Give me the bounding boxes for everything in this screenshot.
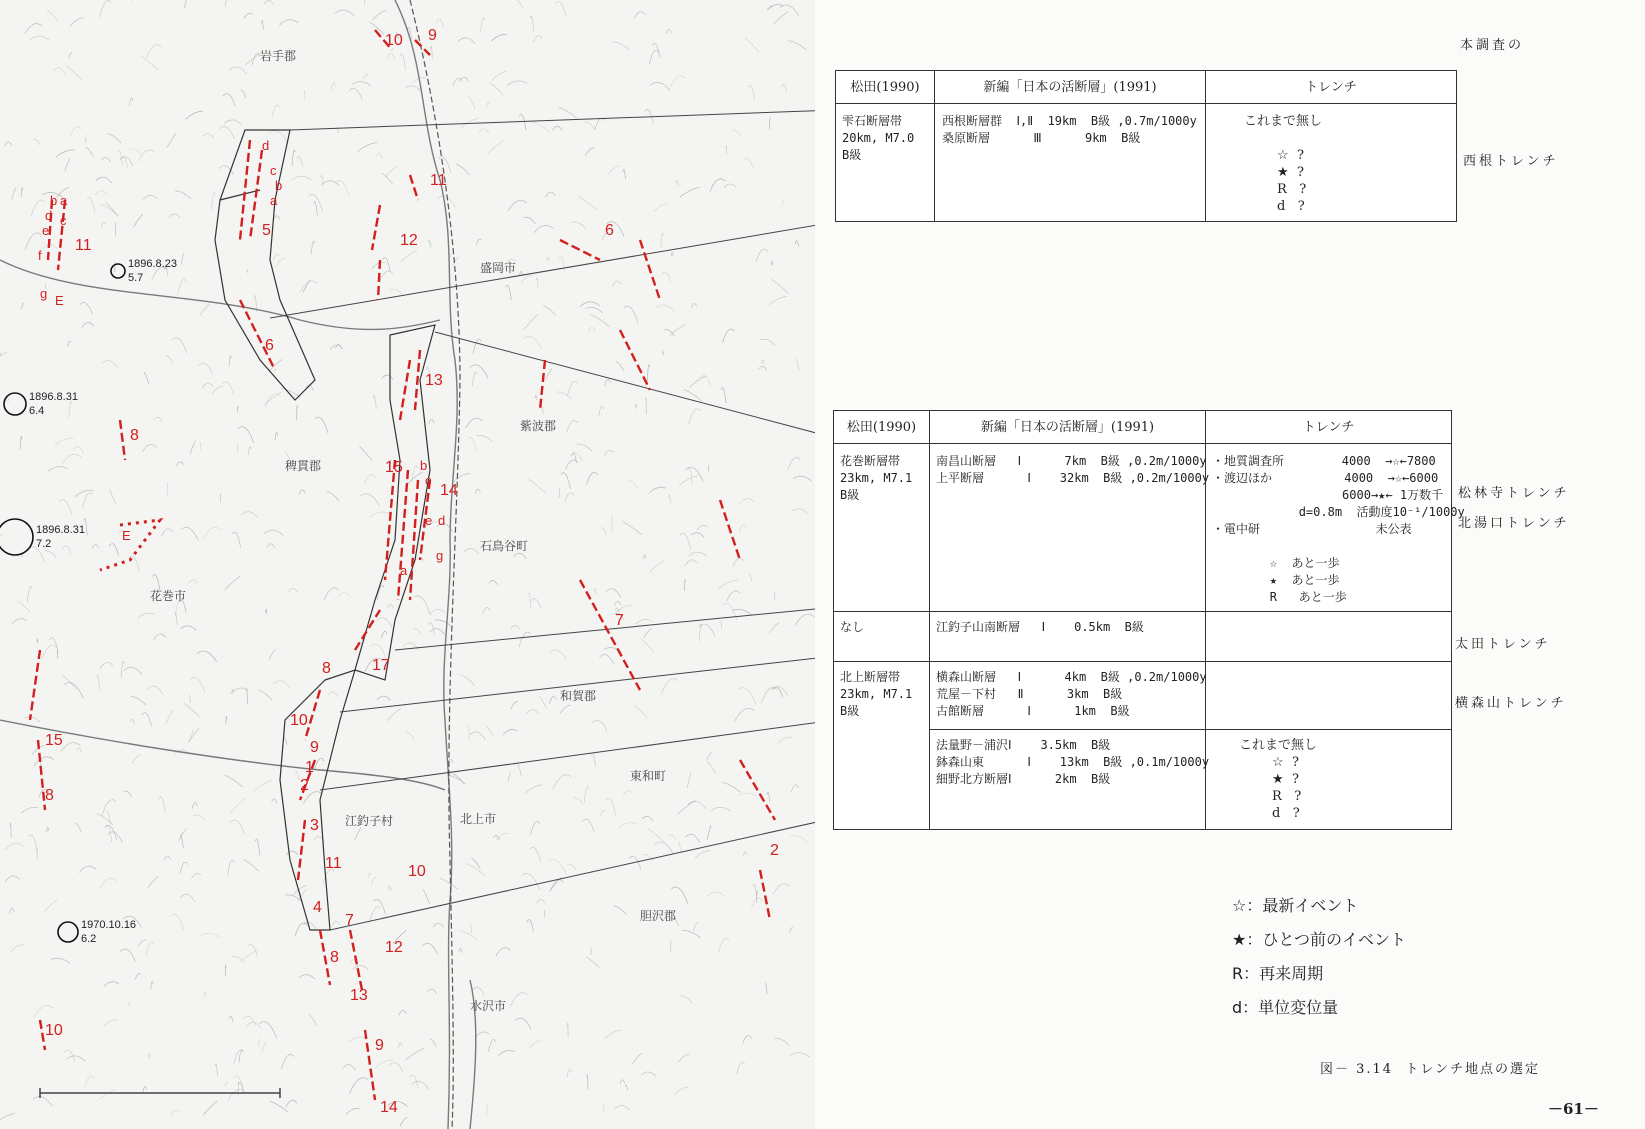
place-name: 和賀郡 bbox=[560, 689, 597, 703]
label-shorinji-trench: 松林寺トレンチ bbox=[1458, 486, 1570, 501]
fault-letter: b bbox=[50, 193, 58, 208]
fault-number: 9 bbox=[428, 27, 437, 44]
fault-letter: d bbox=[45, 208, 53, 223]
fault-number: 8 bbox=[130, 427, 139, 444]
label-nishine-trench: 西根トレンチ bbox=[1463, 154, 1559, 169]
fault-number: 10 bbox=[385, 32, 403, 49]
label-ota-trench: 太田トレンチ bbox=[1455, 637, 1551, 652]
fault-letter: d bbox=[262, 138, 270, 153]
table2-row3-katsudanso: 横森山断層 Ⅰ 4km B級 ,0.2m/1000y 荒屋－下村 Ⅱ 3km B級 古館断層 Ⅰ 1km B級 bbox=[936, 670, 1207, 718]
place-name: 岩手郡 bbox=[260, 49, 297, 63]
fault-number: 2 bbox=[770, 842, 779, 859]
table2-header-katsudanso: 新編「日本の活断層」(1991) bbox=[930, 411, 1205, 444]
quake-magnitude: 5.7 bbox=[128, 272, 144, 284]
legend-previous-event: ★：ひとつ前のイベント bbox=[1232, 930, 1407, 949]
quake-date: 1896.8.31 bbox=[36, 524, 85, 536]
fault-number: 3 bbox=[310, 817, 319, 834]
place-name: 胆沢郡 bbox=[640, 909, 677, 923]
place-name: 水沢市 bbox=[470, 999, 507, 1013]
place-name: 稗貫郡 bbox=[285, 459, 322, 473]
table1-matsuda-cell: 雫石断層帯 20km, M7.0 B級 bbox=[842, 114, 915, 162]
fault-letter: f bbox=[38, 248, 42, 263]
fault-number: 15 bbox=[385, 459, 403, 476]
quake-magnitude: 7.2 bbox=[36, 538, 52, 550]
fault-number: 11 bbox=[75, 237, 92, 254]
fault-number: 10 bbox=[45, 1022, 63, 1039]
fault-number: 11 bbox=[325, 855, 342, 872]
fault-number: 13 bbox=[350, 987, 368, 1004]
fault-number: 1 bbox=[305, 759, 314, 776]
fault-letter: e bbox=[425, 513, 433, 528]
table2-header-trench: トレンチ bbox=[1206, 411, 1451, 444]
quake-date: 1896.8.23 bbox=[128, 258, 177, 270]
legend-latest-event: ☆：最新イベント bbox=[1232, 896, 1359, 915]
fault-number: 10 bbox=[408, 863, 426, 880]
map-background bbox=[0, 0, 815, 1129]
fault-number: 14 bbox=[440, 482, 458, 499]
fault-number: 5 bbox=[262, 222, 271, 239]
fault-number: 9 bbox=[375, 1037, 384, 1054]
table1-header-trench: トレンチ bbox=[1206, 71, 1456, 104]
fault-number: 8 bbox=[45, 787, 54, 804]
fault-number: 12 bbox=[385, 939, 403, 956]
fault-letter: c bbox=[425, 473, 432, 488]
fault-letter: E bbox=[55, 293, 64, 308]
legend-recurrence: R：再来周期 bbox=[1232, 964, 1324, 983]
table1-trench-cell: これまで無し ☆ ? ★ ? R ? d ? bbox=[1244, 114, 1323, 214]
place-name: 紫波郡 bbox=[520, 419, 557, 433]
fault-number: 11 bbox=[430, 172, 447, 189]
fault-number: 2 bbox=[300, 777, 309, 794]
fault-letter: e bbox=[42, 223, 50, 238]
fault-letter: c bbox=[60, 213, 67, 228]
fault-number: 6 bbox=[265, 337, 274, 354]
quake-magnitude: 6.4 bbox=[29, 405, 45, 417]
table2-row2-katsudanso: 江釣子山南断層 Ⅰ 0.5km B級 bbox=[936, 620, 1144, 634]
fault-letter: a bbox=[400, 563, 408, 578]
fault-number: 7 bbox=[615, 612, 624, 629]
page-number: －61－ bbox=[1548, 1100, 1599, 1118]
table2-row1-trench: ・地質調査所 4000 →☆←7800 ・渡辺ほか 4000 →☆←6000 6000→★← 1万数千 d=0.8m 活動度10⁻¹/1000y ・電中研 未公表 ☆ あと一歩 ★ あと一歩 R あと一歩 bbox=[1212, 454, 1465, 604]
fault-number: 6 bbox=[605, 222, 614, 239]
fault-letter: a bbox=[270, 193, 278, 208]
place-name: 花巻市 bbox=[150, 589, 187, 603]
table-hanamaki-kitakami bbox=[833, 410, 1465, 830]
quake-date: 1970.10.16 bbox=[81, 919, 137, 931]
fault-number: 4 bbox=[313, 899, 322, 916]
fault-number: 15 bbox=[45, 732, 63, 749]
fault-letter: a bbox=[60, 193, 68, 208]
fault-number: 8 bbox=[330, 949, 339, 966]
label-yokomoriyama-trench: 横森山トレンチ bbox=[1455, 696, 1567, 711]
fault-letter: g bbox=[436, 548, 444, 563]
fault-letter: b bbox=[420, 458, 428, 473]
figure-caption: 図－ 3.14 トレンチ地点の選定 bbox=[1320, 1062, 1541, 1077]
legend-unit-displacement: d：単位変位量 bbox=[1232, 998, 1339, 1017]
fault-number: 13 bbox=[425, 372, 443, 389]
fault-map bbox=[0, 0, 815, 1129]
fault-letter: g bbox=[40, 286, 48, 301]
table1-katsudanso-cell: 西根断層群 Ⅰ,Ⅱ 19km B級 ,0.7m/1000y 桑原断層 Ⅲ 9km B級 bbox=[942, 114, 1197, 145]
place-name: 石鳥谷町 bbox=[480, 539, 529, 553]
fault-number: 7 bbox=[345, 912, 354, 929]
fault-letter: d bbox=[438, 513, 446, 528]
table1-header-matsuda: 松田(1990) bbox=[836, 71, 934, 104]
table2-row2-matsuda: なし bbox=[840, 620, 865, 634]
fault-letter: b bbox=[275, 178, 283, 193]
quake-magnitude: 6.2 bbox=[81, 933, 97, 945]
table2-row4-trench: これまで無し ☆ ? ★ ? R ? d ? bbox=[1239, 738, 1318, 821]
fault-number: 14 bbox=[380, 1099, 398, 1116]
place-name: 東和町 bbox=[630, 769, 667, 783]
label-kitayuguchi-trench: 北湯口トレンチ bbox=[1458, 516, 1570, 531]
fault-number: 12 bbox=[400, 232, 418, 249]
fault-number: 10 bbox=[290, 712, 308, 729]
fault-number: 17 bbox=[372, 657, 390, 674]
place-name: 江釣子村 bbox=[345, 814, 394, 828]
place-name: 盛岡市 bbox=[480, 261, 517, 275]
quake-date: 1896.8.31 bbox=[29, 391, 78, 403]
fault-letter: c bbox=[270, 163, 277, 178]
fault-number: 8 bbox=[322, 660, 331, 677]
table2-header-matsuda: 松田(1990) bbox=[834, 411, 929, 444]
header-note: 本調査の bbox=[1460, 38, 1525, 53]
table-shizukuishi bbox=[835, 70, 1457, 222]
fault-number: 9 bbox=[310, 739, 319, 756]
table2-row1-katsudanso: 南昌山断層 Ⅰ 7km B級 ,0.2m/1000y 上平断層 Ⅰ 32km B級 ,0.2m/1000y bbox=[936, 454, 1210, 485]
fault-letter: E bbox=[122, 528, 131, 543]
table2-row3-matsuda: 北上断層帯 23km, M7.1 B級 bbox=[840, 670, 913, 718]
table2-row4-katsudanso: 法量野－浦沢Ⅰ 3.5km B級 鉢森山東 Ⅰ 13km B級 ,0.1m/1000y 細野北方断層Ⅰ 2km B級 bbox=[936, 738, 1210, 786]
place-name: 北上市 bbox=[460, 812, 497, 826]
table2-row1-matsuda: 花巻断層帯 23km, M7.1 B級 bbox=[840, 454, 913, 502]
table1-header-katsudanso: 新編「日本の活断層」(1991) bbox=[935, 71, 1205, 104]
